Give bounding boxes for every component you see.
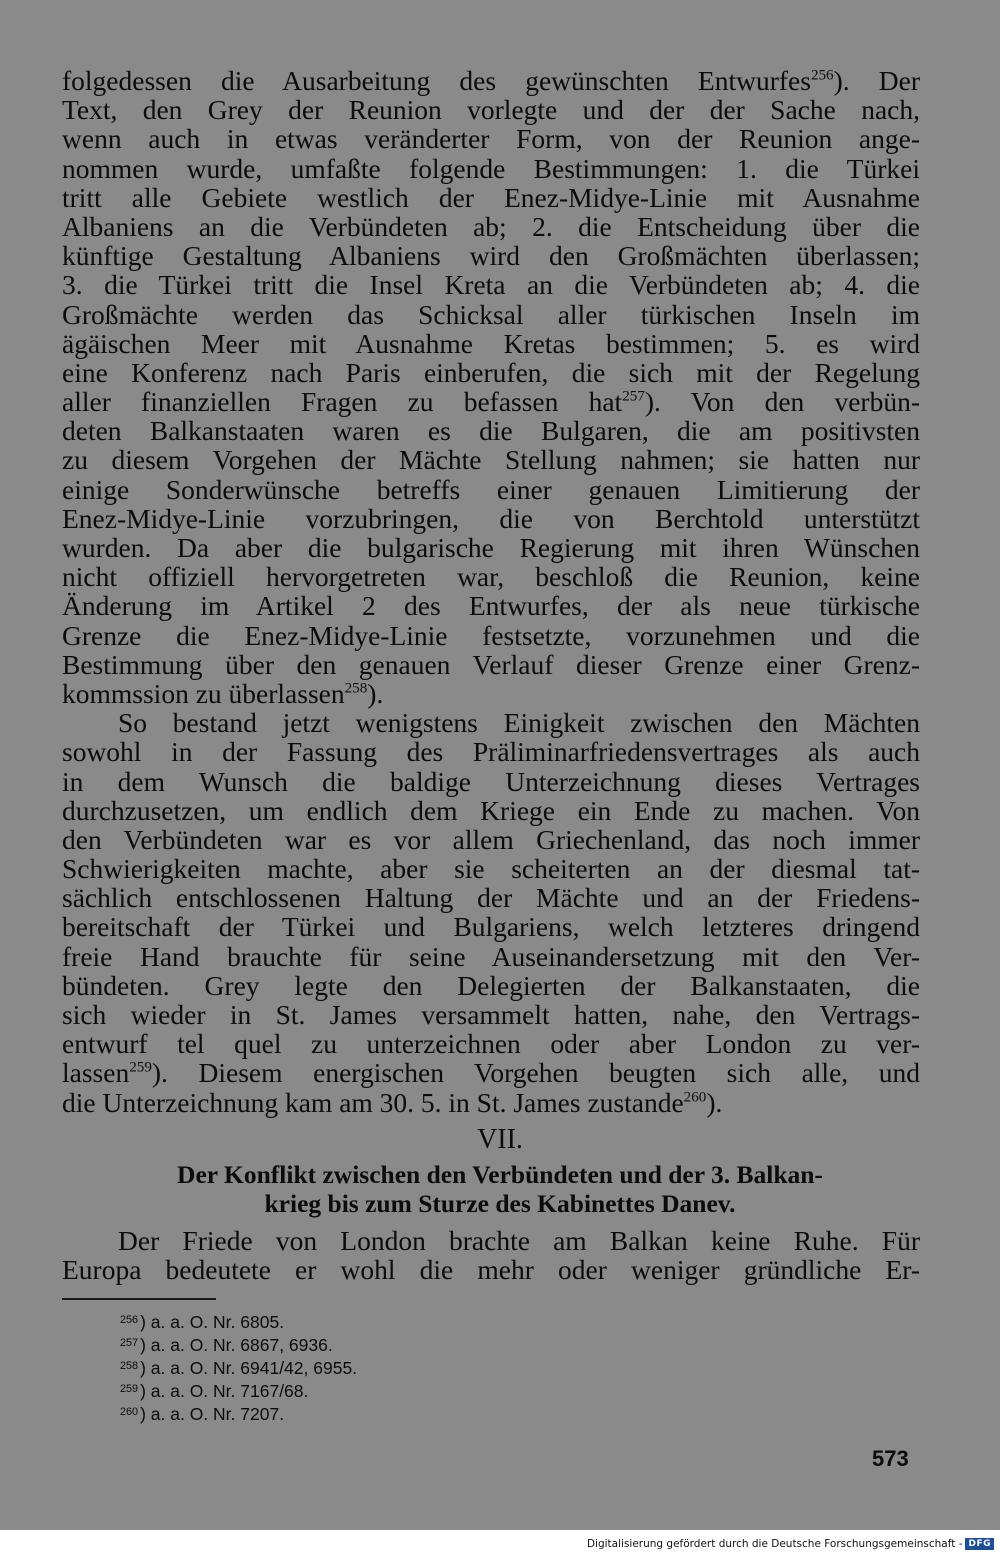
text-segment: entwurf tel quel zu unterzeichnen oder aber London zu ver- [62, 1028, 920, 1060]
text-segment: nicht offiziell hervorgetreten war, beschloß die Reunion, keine [62, 561, 920, 593]
text-segment: Grenze die Enez-Midye-Linie festsetzte, vorzunehmen und die [62, 619, 920, 651]
text-segment: eine Konferenz nach Paris einberufen, die sich mit der Regelung [62, 356, 920, 388]
text-line [62, 533, 920, 562]
footnote-number: 257 [120, 1337, 139, 1350]
text-line [62, 387, 920, 416]
footnote-text: ) a. a. O. Nr. 7207. [140, 1404, 285, 1425]
text-segment: So bestand jetzt wenigstens Einigkeit zwischen den Mächten [118, 707, 920, 739]
footnote [120, 1333, 357, 1356]
text-segment: bündeten. Grey legte den Delegierten der Balkanstaaten, die [62, 969, 920, 1001]
footnote-text: ) a. a. O. Nr. 6805. [140, 1311, 285, 1332]
text-line [62, 241, 920, 270]
text-segment: künftige Gestaltung Albaniens wird den Großmächten überlassen; [62, 240, 920, 272]
text-segment: bereitschaft der Türkei und Bulgariens, welch letzteres dringend [62, 911, 920, 943]
footnotes [120, 1310, 357, 1425]
credit-text: Digitalisierung gefördert durch die Deutsche Forschungsgemeinschaft - [586, 1538, 963, 1550]
text-segment: Großmächte werden das Schicksal aller türkischen Inseln im [62, 298, 920, 330]
chapter-title-line-1: Der Konflikt zwischen den Verbündeten und der 3. Balkan- [177, 1160, 823, 1189]
text-segment: 3. die Türkei tritt die Insel Kreta an die Verbündeten ab; 4. die [62, 269, 920, 301]
text-segment: kommssion zu überlassen [62, 677, 345, 709]
footnote-number: 256 [120, 1314, 139, 1326]
text-line [62, 1058, 920, 1087]
text-line [62, 971, 920, 1000]
text-segment: durchzusetzen, um endlich dem Kriege ein Ende zu machen. Von [62, 794, 920, 826]
chapter-body [62, 1226, 920, 1284]
text-segment: ). Von den verbün- [644, 386, 920, 418]
text-segment: sich wieder in St. James versammelt hatten, nahe, den Vertrags- [62, 999, 920, 1030]
text-segment: Änderung im Artikel 2 des Entwurfes, der als neue türkische [62, 590, 920, 622]
footnote-text: ) a. a. O. Nr. 6867, 6936. [140, 1334, 333, 1355]
text-line [62, 767, 920, 796]
text-segment: aller finanziellen Fragen zu befassen hat [62, 386, 623, 418]
chapter-body-line-1: Der Friede von London brachte am Balkan keine Ruhe. Für [118, 1225, 920, 1256]
text-line [62, 270, 920, 299]
text-segment: die Unterzeichnung kam am 30. 5. in St. James zustande [62, 1086, 684, 1118]
text-line [62, 66, 920, 95]
text-line [62, 416, 920, 445]
text-segment: in dem Wunsch die baldige Unterzeichnung dieses Vertrages [62, 765, 920, 797]
text-line [62, 854, 920, 883]
text-line [62, 1029, 920, 1058]
text-line [62, 679, 920, 708]
text-segment: tritt alle Gebiete westlich der Enez-Midye-Linie mit Ausnahme [62, 181, 920, 213]
dfg-logo: DFG [965, 1538, 994, 1550]
text-line [62, 95, 920, 124]
text-line [62, 504, 920, 533]
text-line [62, 621, 920, 650]
text-segment: ). [367, 677, 384, 709]
text-line [62, 300, 920, 329]
text-line [62, 183, 920, 212]
text-line [62, 650, 920, 679]
chapter-number: VII. [477, 1124, 523, 1155]
text-line [62, 708, 920, 737]
text-segment: deten Balkanstaaten waren es die Bulgaren, die am positivsten [62, 415, 920, 447]
text-segment: ). Diesem energischen Vorgehen beugten sich alle, und [151, 1057, 920, 1089]
text-line [62, 796, 920, 825]
footnote-divider [62, 1298, 216, 1300]
footnote-text: ) a. a. O. Nr. 6941/42, 6955. [140, 1358, 358, 1379]
text-segment: zu diesem Vorgehen der Mächte Stellung nahmen; sie hatten nur [62, 444, 920, 476]
digitization-credit [587, 1538, 994, 1550]
text-segment: Schwierigkeiten machte, aber sie scheiterten an der diesmal tat- [62, 853, 920, 885]
footnote-number: 259 [120, 1383, 139, 1396]
footnote [120, 1356, 357, 1379]
main-text [62, 66, 920, 1117]
text-segment: nommen wurde, umfaßte folgende Bestimmungen: 1. die Türkei [62, 152, 920, 184]
footnote-reference: 260 [683, 1088, 707, 1105]
footnote-reference: 258 [344, 680, 368, 697]
text-line [62, 912, 920, 941]
text-segment: Enez-Midye-Linie vorzubringen, die von Berchtold unterstützt [62, 502, 920, 534]
text-line [62, 591, 920, 620]
text-line [62, 358, 920, 387]
text-line [62, 212, 920, 241]
text-line [62, 154, 920, 183]
text-line [62, 445, 920, 474]
text-segment: den Verbündeten war es vor allem Griechenland, das noch immer [62, 823, 920, 855]
text-line [62, 124, 920, 153]
chapter-body-line-2: Europa bedeutete er wohl die mehr oder weniger gründliche Er- [62, 1254, 920, 1286]
text-line [62, 1088, 920, 1117]
text-line [62, 329, 920, 358]
footnote-number: 258 [120, 1360, 139, 1373]
text-segment: Text, den Grey der Reunion vorlegte und der der Sache nach, [62, 94, 920, 126]
text-line [62, 883, 920, 912]
footnote-text: ) a. a. O. Nr. 7167/68. [140, 1381, 309, 1402]
text-segment: ägäischen Meer mit Ausnahme Kretas bestimmen; 5. es wird [62, 327, 920, 359]
footnote-reference: 259 [129, 1059, 152, 1076]
text-segment: sächlich entschlossenen Haltung der Mächte und an der Friedens- [62, 882, 920, 914]
text-line [62, 562, 920, 591]
text-line [62, 475, 920, 504]
text-line [62, 1000, 920, 1029]
footnote [120, 1402, 357, 1425]
text-segment: Albaniens an die Verbündeten ab; 2. die Entscheidung über die [62, 210, 920, 242]
text-line [62, 825, 920, 854]
page-number: 573 [872, 1446, 909, 1471]
text-line [62, 737, 920, 766]
text-segment: lassen [62, 1057, 130, 1089]
footnote [120, 1379, 357, 1402]
footnote [120, 1310, 357, 1333]
text-segment: wurden. Da aber die bulgarische Regierung mit ihren Wünschen [62, 532, 920, 563]
text-segment: Bestimmung über den genauen Verlauf dieser Grenze einer Grenz- [62, 648, 920, 680]
text-segment: ). Der [833, 65, 920, 96]
footnote-number: 260 [120, 1406, 139, 1419]
text-segment: folgedessen die Ausarbeitung des gewünschten Entwurfes [62, 65, 811, 96]
text-segment: sowohl in der Fassung des Präliminarfriedensvertrages als auch [62, 736, 920, 768]
footnote-reference: 256 [810, 67, 834, 84]
chapter-title-line-2: krieg bis zum Sturze des Kabinettes Danev. [264, 1189, 736, 1218]
text-line [62, 942, 920, 971]
text-segment: einige Sonderwünsche betreffs einer genauen Limitierung der [62, 473, 920, 505]
footnote-reference: 257 [622, 388, 645, 405]
text-segment: ). [706, 1086, 723, 1118]
chapter-title [80, 1160, 920, 1218]
text-segment: freie Hand brauchte für seine Auseinandersetzung mit den Ver- [62, 940, 920, 972]
text-segment: wenn auch in etwas veränderter Form, von der Reunion ange- [62, 123, 920, 155]
